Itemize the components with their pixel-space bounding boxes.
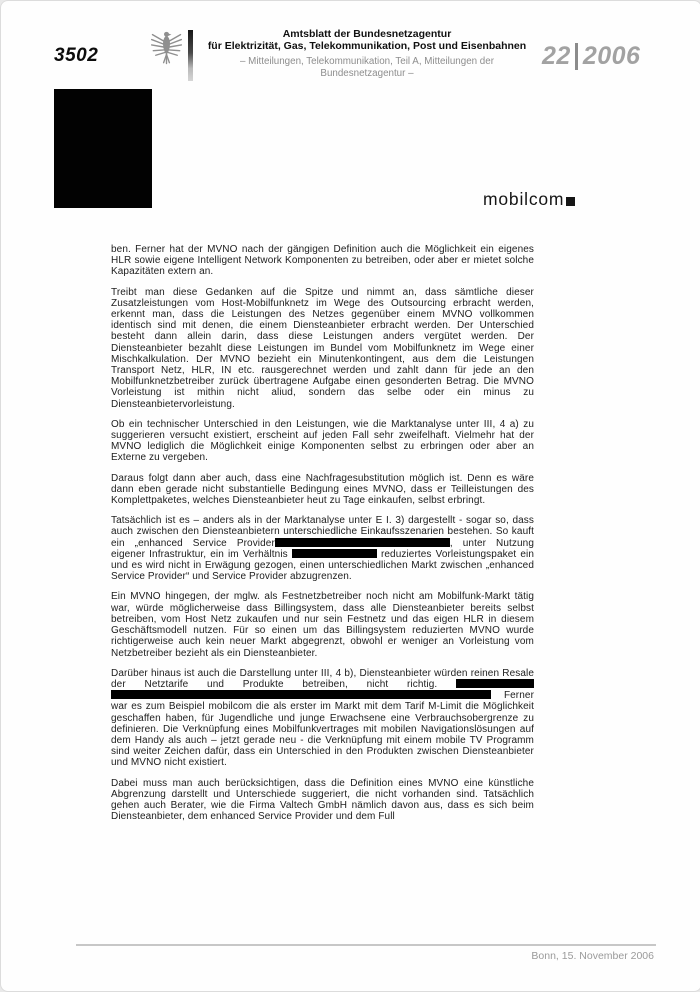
redaction-block [54, 89, 152, 208]
paragraph: Ob ein technischer Unterschied in den Leistungen, wie die Marktanalyse unter III, 4 a) zu suggerieren versucht existiert, erscheint auf jeden Fall sehr zweifelhaft. Vielmehr hat der MVNO lediglich die Möglichkeit einige Komponenten selbst zu erbringen oder aber an Externe zu vergeben. [111, 418, 534, 464]
bundesadler-eagle-icon [150, 28, 183, 66]
footer-dateline: Bonn, 15. November 2006 [531, 950, 654, 962]
paragraph: ben. Ferner hat der MVNO nach der gängigen Definition auch die Möglichkeit ein eigenes HLR sowie eigene Intelligent Network Komponenten zu betreiben, oder aber er mietet solche Kapazitäten extern an. [111, 244, 534, 278]
inline-redaction-bar [111, 690, 491, 699]
document-body [111, 244, 534, 831]
inline-redaction-bar [275, 538, 450, 547]
masthead-title-line2: für Elektrizität, Gas, Telekommunikation, Post und Eisenbahnen [207, 40, 527, 52]
filled-square-icon [566, 197, 575, 206]
masthead [201, 28, 533, 80]
footer-divider [76, 944, 656, 946]
paragraph: Dabei muss man auch berücksichtigen, dass die Definition eines MVNO eine künstliche Abgrenzung darstellt und Unterschiede suggeriert, die nicht vorhanden sind. Tatsächlich gehen auch Berater, wie die Firma Valtech GmbH nämlich davon aus, dass es sich beim Diensteanbieter, dem enhanced Service Provider und dem Full [111, 777, 534, 823]
masthead-title-line1: Amtsblatt der Bundesnetzagentur [282, 28, 452, 40]
paragraph: Tatsächlich ist es – anders als in der Marktanalyse unter E I. 3) dargestellt - sogar so, dass auch zwischen den Diensteanbietern unterschiedliche Einkaufsszenarien bestehen. So kauft ein „enhanced Service Provider , unter Nutzung eigener Infrastruktur, ein im Verhältnis reduziertes Vorleistungspaket ein und es wird nicht in Erwägung gezogen, einen unterschiedlichen Markt zwischen „enhanced Service Provider“ und Service Provider abzugrenzen. [111, 515, 535, 583]
paragraph: Daraus folgt dann aber auch, dass eine Nachfragesubstitution möglich ist. Denn es wäre dann eben gerade nicht substantielle Bedingung eines MVNO, dass er Teilleistungen des Komplettpaketes, welches Diensteanbieter heut zu Tage einkaufen, selbst erbringt. [111, 472, 534, 507]
header-divider-bar [188, 30, 193, 81]
masthead-subtitle: – Mitteilungen, Telekommunikation, Teil A, Mitteilungen der Bundesnetzagentur – [240, 56, 494, 79]
issue-number: 22 [542, 42, 571, 70]
page-number: 3502 [54, 45, 99, 66]
inline-redaction-bar [456, 679, 534, 688]
issue-year: 2006 [582, 42, 641, 70]
paragraph: Treibt man diese Gedanken auf die Spitze und nimmt an, dass sämtliche dieser Zusatzleistungen vom Host-Mobilfunknetz im Wege des Outsourcing erbracht werden, erkennt man, dass die Leistungen des Netzes gegenüber einem MVNO vollkommen identisch sind mit denen, die einem Diensteanbieter erbracht werden. Der Unterschied besteht dann allein darin, dass diese Leistungen anders vergütet werden. Der Diensteanbieter bezahlt diese Leistungen im Bundel vom Mobilfunknetz im Wege einer Mischkalkulation. Der MVNO bezieht ein Minutenkontingent, aus dem die Leistungen Transport Netz, HLR, IN etc. rausgerechnet werden und zahlt dann für jede an den Mobilfunknetzbetreiber zurück übertragene Aufgabe einen gesonderten Betrag. Die MVNO Vorleistung ist mithin nicht aliud, sondern das selbe oder ein minus zu Diensteanbietervorleistung. [111, 286, 534, 410]
mobilcom-logo-text: mobilcom [483, 189, 565, 209]
paragraph: Ein MVNO hingegen, der mglw. als Festnetzbetreiber noch nicht am Mobilfunk-Markt tätig war, würde möglicherweise dass Billingsystem, dass alle Diensteanbieter bereits selbst betreiben, vom Host Netz zukaufen und nur sein Festnetz und das eigen HLR in diesem Geschäftsmodell nutzen. Für so einen um das Billingsystem reduzierten MVNO wurde richtigerweise auch kein neuer Markt abgegrenzt, obwohl er weniger an Vorleistung vom Netzbetreiber bezieht als ein Diensteanbieter. [111, 591, 534, 659]
issue-separator-bar [575, 43, 578, 70]
issue-label [542, 42, 640, 71]
inline-redaction-bar [292, 549, 377, 558]
mobilcom-logo [483, 189, 575, 210]
paragraph: Darüber hinaus ist auch die Darstellung unter III, 4 b), Diensteanbieter würden reinen Resale der Netztarife und Produkte betreiben, nicht richtig. Ferner war es zum Beispiel mobilcom die als erster im Markt mit dem Tarif M-Limit die Möglichkeit geschaffen haben, für Jugendliche und junge Erwachsene eine Verbrauchsobergrenze zu definieren. Die Verknüpfung eines Mobilfunkvertrages mit mobilen Navigationslösungen auf dem Handy als auch – jetzt gerade neu - die Verknüpfung mit einem mobile TV Programm sind weiter Zeichen dafür, dass ein Unterschied in den Produkten zwischen Diensteanbieter und MVNO nicht existiert. [111, 667, 534, 769]
